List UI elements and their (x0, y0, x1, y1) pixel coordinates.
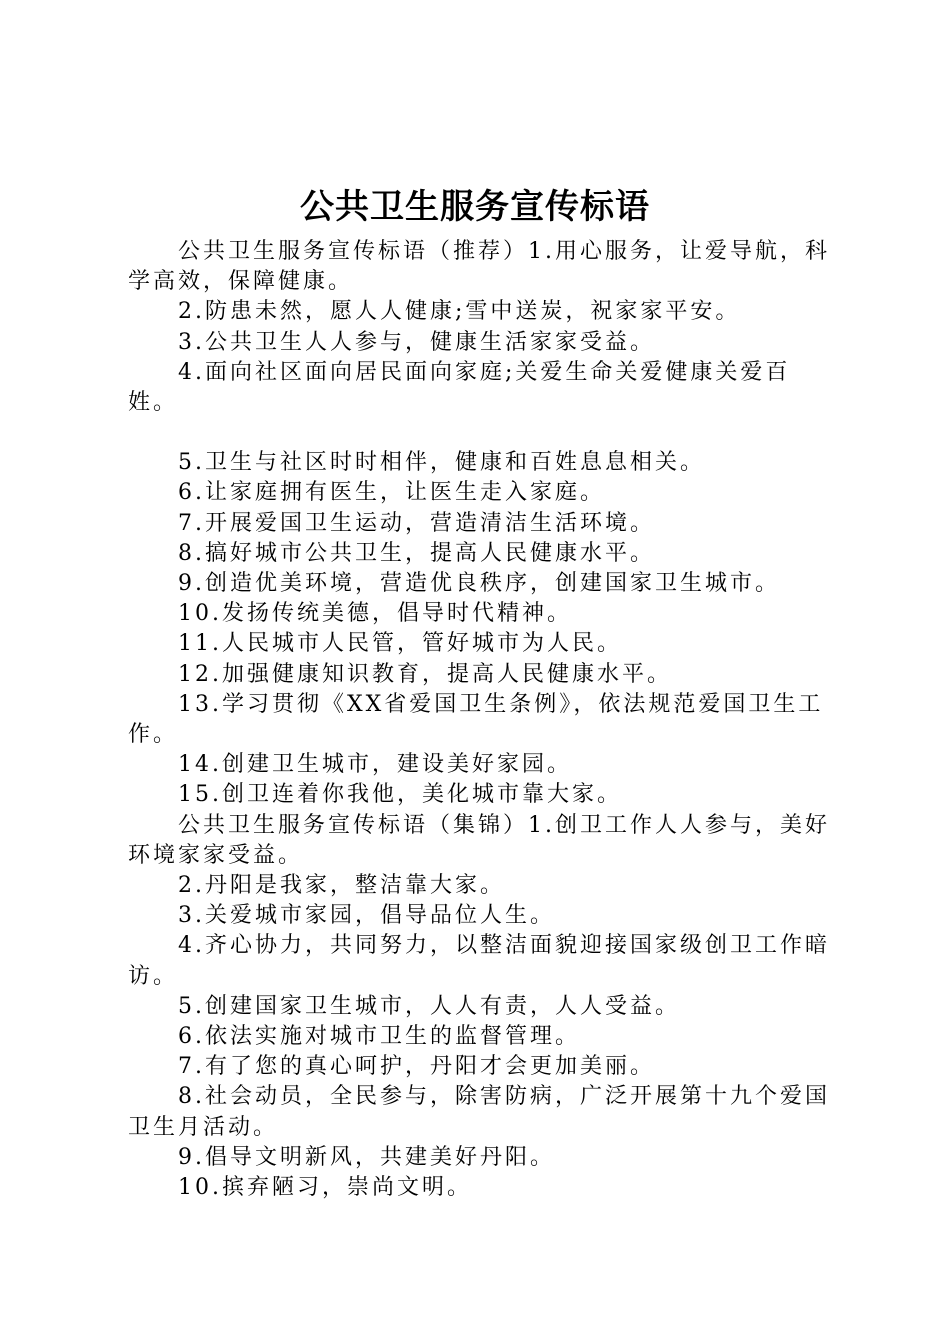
paragraph-17: 2.丹阳是我家，整洁靠大家。 (178, 873, 505, 899)
paragraph-25: 10.摈弃陋习，崇尚文明。 (178, 1175, 472, 1201)
paragraph-2: 2.防患未然，愿人人健康;雪中送炭，祝家家平安。 (178, 299, 741, 325)
paragraph-12: 12.加强健康知识教育，提高人民健康水平。 (178, 661, 672, 687)
paragraph-22: 7.有了您的真心呵护，丹阳才会更加美丽。 (178, 1054, 655, 1080)
paragraph-10: 10.发扬传统美德，倡导时代精神。 (178, 601, 572, 627)
paragraph-24: 9.倡导文明新风，共建美好丹阳。 (178, 1144, 555, 1170)
paragraph-11: 11.人民城市人民管，管好城市为人民。 (178, 631, 622, 657)
paragraph-23: 8.社会动员，全民参与，除害防病，广泛开展第十九个爱国卫生月活动。 (128, 1084, 830, 1140)
document-title: 公共卫生服务宣传标语 (300, 187, 650, 227)
paragraph-1: 公共卫生服务宣传标语（推荐）1.用心服务，让爱导航，科学高效，保障健康。 (128, 239, 830, 295)
paragraph-7: 7.开展爱国卫生运动，营造清洁生活环境。 (178, 510, 655, 536)
paragraph-6: 6.让家庭拥有医生，让医生走入家庭。 (178, 480, 605, 506)
paragraph-16: 公共卫生服务宣传标语（集锦）1.创卫工作人人参与，美好环境家家受益。 (128, 812, 830, 868)
paragraph-9: 9.创造优美环境，营造优良秩序，创建国家卫生城市。 (178, 571, 780, 597)
paragraph-4: 4.面向社区面向居民面向家庭;关爱生命关爱健康关爱百姓。 (128, 359, 791, 416)
paragraph-8: 8.搞好城市公共卫生，提高人民健康水平。 (178, 540, 655, 566)
paragraph-5: 5.卫生与社区时时相伴，健康和百姓息息相关。 (178, 450, 705, 476)
paragraph-3: 3.公共卫生人人参与，健康生活家家受益。 (178, 329, 655, 355)
document-body (128, 237, 833, 1203)
paragraph-15: 15.创卫连着你我他，美化城市靠大家。 (178, 782, 622, 808)
paragraph-19: 4.齐心协力，共同努力，以整洁面貌迎接国家级创卫工作暗访。 (128, 933, 830, 989)
paragraph-21: 6.依法实施对城市卫生的监督管理。 (178, 1024, 580, 1050)
paragraph-13: 13.学习贯彻《XX省爱国卫生条例》，依法规范爱国卫生工作。 (128, 691, 824, 748)
paragraph-14: 14.创建卫生城市，建设美好家园。 (178, 752, 572, 778)
paragraph-20: 5.创建国家卫生城市，人人有责，人人受益。 (178, 993, 680, 1019)
paragraph-18: 3.关爱城市家园，倡导品位人生。 (178, 903, 555, 929)
